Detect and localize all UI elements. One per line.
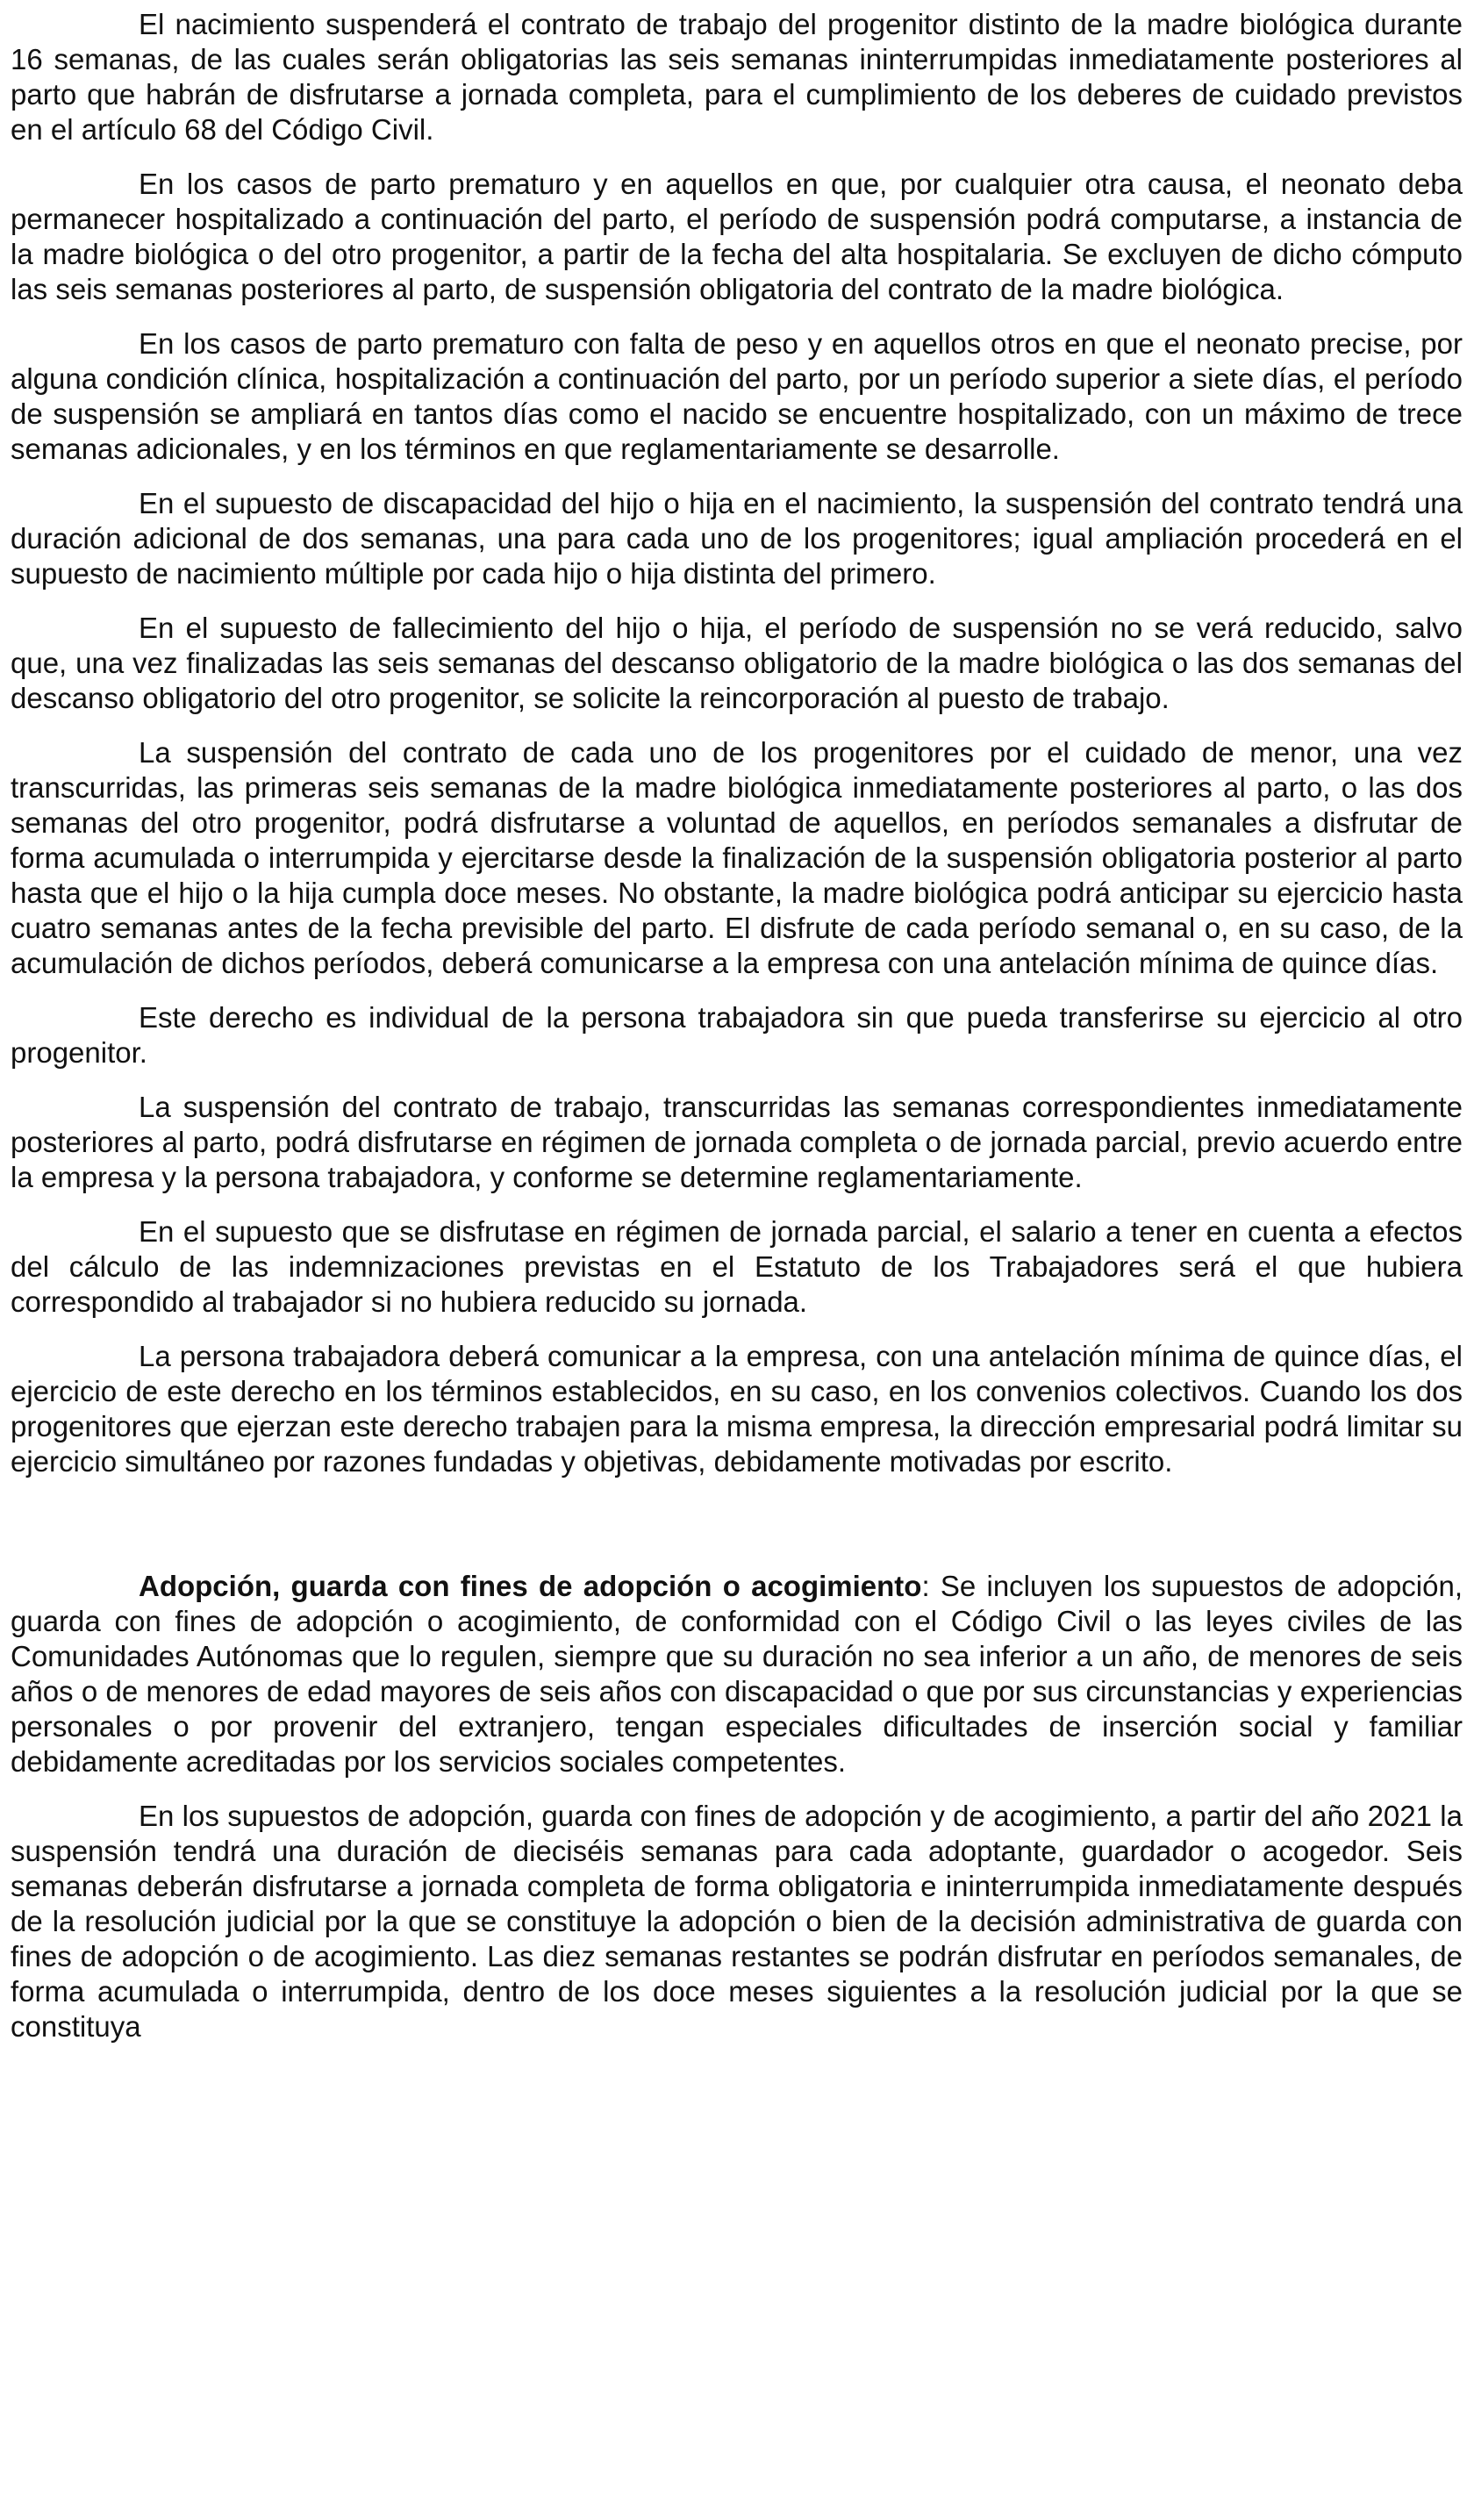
paragraph-care-of-minor: La suspensión del contrato de cada uno de los progenitores por el cuidado de menor, una vez transcurridas, las primeras seis semanas de la madre biológica inmediatamente posteriores al parto, o las dos semanas del otro progenitor, podrá disfrutarse a voluntad de aquellos, en períodos semanales a disfrutar de forma acumulada o interrumpida y ejercitarse desde la finalización de la suspensión obligatoria posterior al parto hasta que el hijo o la hija cumpla doce meses. No obstante, la madre biológica podrá anticipar su ejercicio hasta cuatro semanas antes de la fecha previsible del parto. El disfrute de cada período semanal o, en su caso, de la acumulación de dichos períodos, deberá comunicarse a la empresa con una antelación mínima de quince días. — [11, 736, 1463, 979]
adoption-intro-paragraph — [11, 1569, 1463, 1779]
paragraph-part-time-salary: En el supuesto que se disfrutase en régimen de jornada parcial, el salario a tener en cuenta a efectos del cálculo de las indemnizaciones previstas en el Estatuto de los Trabajadores será el que hubiera correspondido al trabajador si no hubiera reducido su jornada. — [11, 1215, 1463, 1318]
section-spacer — [11, 1499, 1463, 1569]
paragraph-disability-extension: En el supuesto de discapacidad del hijo o hija en el nacimiento, la suspensión del contrato tendrá una duración adicional de dos semanas, una para cada uno de los progenitores; igual ampliación procederá en el supuesto de nacimiento múltiple por cada hijo o hija distinta del primero. — [11, 487, 1463, 590]
paragraph-death-of-child: En el supuesto de fallecimiento del hijo o hija, el período de suspensión no se verá reducido, salvo que, una vez finalizadas las seis semanas del descanso obligatorio de la madre biológica o las dos semanas del descanso obligatorio del otro progenitor, se solicite la reincorporación al puesto de trabajo. — [11, 612, 1463, 714]
document-page — [11, 0, 1463, 2064]
paragraph-part-time-regime: La suspensión del contrato de trabajo, transcurridas las semanas correspondientes inmediatamente posteriores al parto, podrá disfrutarse en régimen de jornada completa o de jornada parcial, previo acuerdo entre la empresa y la persona trabajadora, y conforme se determine reglamentariamente. — [11, 1091, 1463, 1193]
paragraph-notice-to-company: La persona trabajadora deberá comunicar a la empresa, con una antelación mínima de quince días, el ejercicio de este derecho en los términos establecidos, en su caso, en los convenios colectivos. Cuando los dos progenitores que ejerzan este derecho trabajen para la misma empresa, la dirección empresarial podrá limitar su ejercicio simultáneo por razones fundadas y objetivas, debidamente motivadas por escrito. — [11, 1340, 1463, 1478]
paragraph-premature-birth: En los casos de parto prematuro y en aquellos en que, por cualquier otra causa, el neonato deba permanecer hospitalizado a continuación del parto, el período de suspensión podrá computarse, a instancia de la madre biológica o del otro progenitor, a partir de la fecha del alta hospitalaria. Se excluyen de dicho cómputo las seis semanas posteriores al parto, de suspensión obligatoria del contrato de la madre biológica. — [11, 168, 1463, 305]
paragraph-individual-right: Este derecho es individual de la persona trabajadora sin que pueda transferirse su ejercicio al otro progenitor. — [11, 1001, 1463, 1069]
paragraph-birth-suspension: El nacimiento suspenderá el contrato de trabajo del progenitor distinto de la madre biológica durante 16 semanas, de las cuales serán obligatorias las seis semanas ininterrumpidas inmediatamente posteriores al parto que habrán de disfrutarse a jornada completa, para el cumplimiento de los deberes de cuidado previstos en el artículo 68 del Código Civil. — [11, 8, 1463, 146]
paragraph-adoption-duration: En los supuestos de adopción, guarda con fines de adopción y de acogimiento, a partir del año 2021 la suspensión tendrá una duración de dieciséis semanas para cada adoptante, guardador o acogedor. Seis semanas deberán disfrutarse a jornada completa de forma obligatoria e ininterrumpida inmediatamente después de la resolución judicial por la que se constituye la adopción o bien de la decisión administrativa de guarda con fines de adopción o de acogimiento. Las diez semanas restantes se podrán disfrutar en períodos semanales, de forma acumulada o interrumpida, dentro de los doce meses siguientes a la resolución judicial por la que se constituya — [11, 1800, 1463, 2043]
section-heading-adoption: Adopción, guarda con fines de adopción o acogimiento — [139, 1570, 922, 1602]
adoption-intro-text: : Se incluyen los supuestos de adopción, guarda con fines de adopción o acogimiento, de conformidad con el Código Civil o las leyes civiles de las Comunidades Autónomas que lo regulen, siempre que su duración no sea inferior a un año, de menores de seis años o de menores de edad mayores de seis años con discapacidad o que por sus circunstancias y experiencias personales o por provenir del extranjero, tengan especiales dificultades de inserción social y familiar debidamente acreditadas por los servicios sociales competentes. — [11, 1570, 1463, 1778]
paragraph-hospitalization-extension: En los casos de parto prematuro con falta de peso y en aquellos otros en que el neonato precise, por alguna condición clínica, hospitalización a continuación del parto, por un período superior a siete días, el período de suspensión se ampliará en tantos días como el nacido se encuentre hospitalizado, con un máximo de trece semanas adicionales, y en los términos en que reglamentariamente se desarrolle. — [11, 327, 1463, 465]
